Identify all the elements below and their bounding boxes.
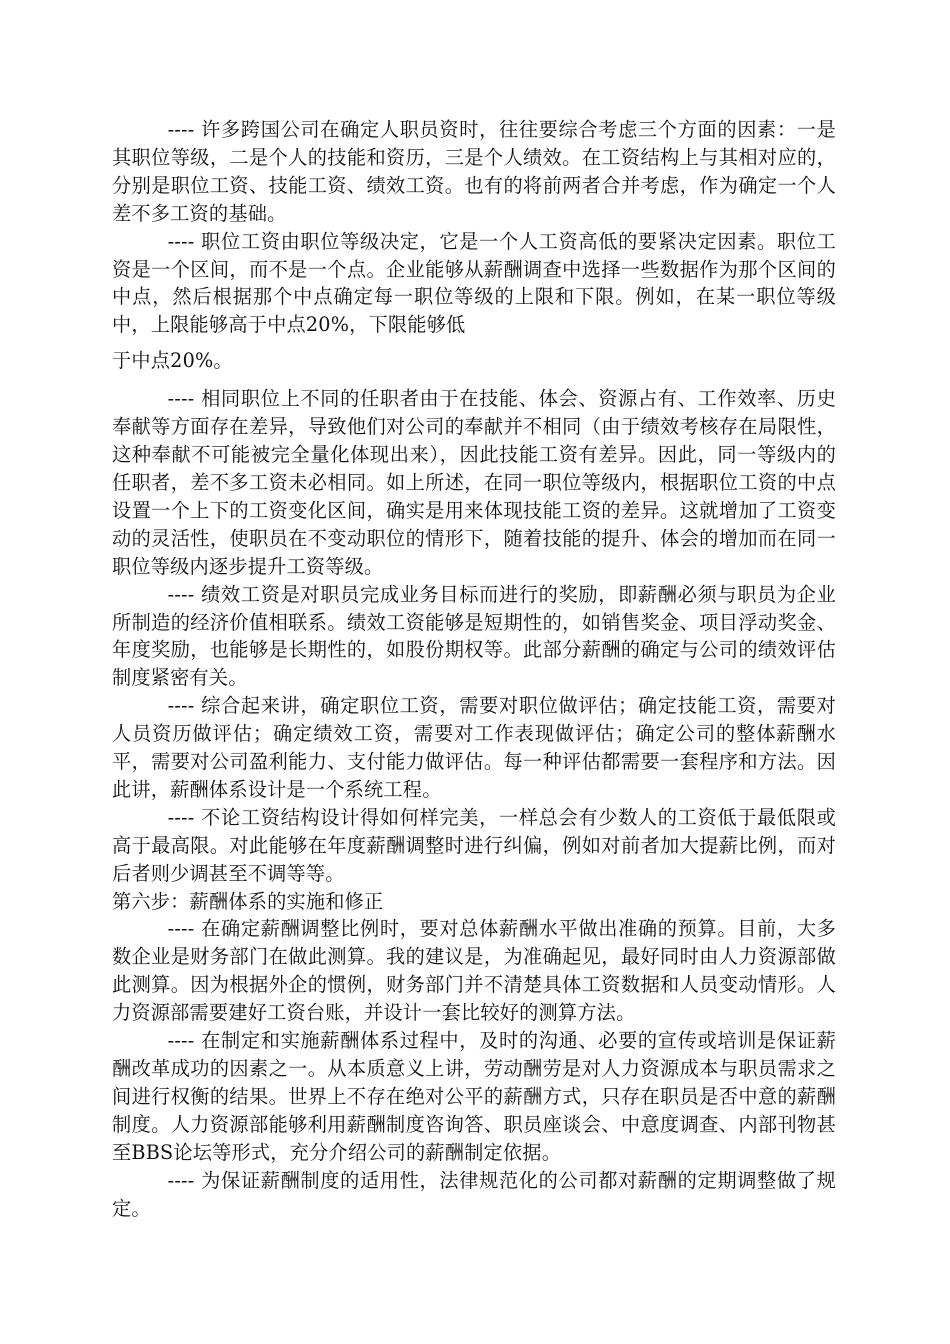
- section-heading-step-six: 第六步：薪酬体系的实施和修正: [112, 889, 384, 913]
- paragraph-salary-structure: ---- 许多跨国公司在确定人职员资时，往往要综合考虑三个方面的因素：一是其职位等级，二是个人的技能和资历，三是个人绩效。在工资结构上与其相对应的，分别是职位工资、技能工资、绩效工资。也有的将前两者合并考虑，作为确定一个人差不多工资的基础。: [112, 118, 836, 225]
- paragraph-correction: ---- 不论工资结构设计得如何样完美，一样总会有少数人的工资低于最低限或高于最高限。对此能够在年度薪酬调整时进行纠偏，例如对前者加大提薪比例，而对后者则少调甚至不调等等。: [112, 805, 836, 885]
- paragraph-performance-salary: ---- 绩效工资是对职员完成业务目标而进行的奖励，即薪酬必须与职员为企业所制造的经济价值相联系。绩效工资能够是短期性的，如销售奖金、项目浮动奖金、年度奖励，也能够是长期性的，如股份期权等。此部分薪酬的确定与公司的绩效评估制度紧密有关。: [112, 582, 836, 690]
- document-body: [112, 116, 836, 1222]
- paragraph-position-salary-continued: 于中点20%。: [112, 349, 233, 373]
- paragraph-evaluation-summary: ---- 综合起来讲，确定职位工资，需要对职位做评估；确定技能工资，需要对人员资历做评估；确定绩效工资，需要对工作表现做评估；确定公司的整体薪酬水平，需要对公司盈利能力、支付能力做评估。每一种评估都需要一套程序和方法。因此讲，薪酬体系设计是一个系统工程。: [112, 694, 836, 801]
- paragraph-position-salary: ---- 职位工资由职位等级决定，它是一个人工资高低的要紧决定因素。职位工资是一个区间，而不是一个点。企业能够从薪酬调查中选择一些数据作为那个区间的中点，然后根据那个中点确定每一职位等级的上限和下限。例如，在某一职位等级中，上限能够高于中点20%，下限能够低: [112, 229, 836, 337]
- paragraph-budget: ---- 在确定薪酬调整比例时，要对总体薪酬水平做出准确的预算。目前，大多数企业是财务部门在做此测算。我的建议是，为准确起见，最好同时由人力资源部做此测算。因为根据外企的惯例，财务部门并不清楚具体工资数据和人员变动情形。人力资源部需要建好工资台账，并设计一套比较好的测算方法。: [112, 917, 836, 1025]
- paragraph-communication: ---- 在制定和实施薪酬体系过程中，及时的沟通、必要的宣传或培训是保证薪酬改革成功的因素之一。从本质意义上讲，劳动酬劳是对人力资源成本与职员需求之间进行权衡的结果。世界上不存在绝对公平的薪酬方式，只存在职员是否中意的薪酬制度。人力资源部能够利用薪酬制度咨询答、职员座谈会、中意度调查、内部刊物甚至BBS论坛等形式，充分介绍公司的薪酬制定依据。: [112, 1029, 836, 1164]
- paragraph-periodic-adjustment: ---- 为保证薪酬制度的适用性，法律规范化的公司都对薪酬的定期调整做了规定。: [112, 1168, 836, 1220]
- paragraph-skill-salary: ---- 相同职位上不同的任职者由于在技能、体会、资源占有、工作效率、历史奉献等方面存在差异，导致他们对公司的奉献并不相同（由于绩效考核存在局限性，这种奉献不可能被完全量化体现出来），因此技能工资有差异。因此，同一等级内的任职者，差不多工资未必相同。如上所述，在同一职位等级内，根据职位工资的中点设置一个上下的工资变化区间，确实是用来体现技能工资的差异。这就增加了工资变动的灵活性，使职员在不变动职位的情形下，随着技能的提升、体会的增加而在同一职位等级内逐步提升工资等级。: [112, 387, 836, 578]
